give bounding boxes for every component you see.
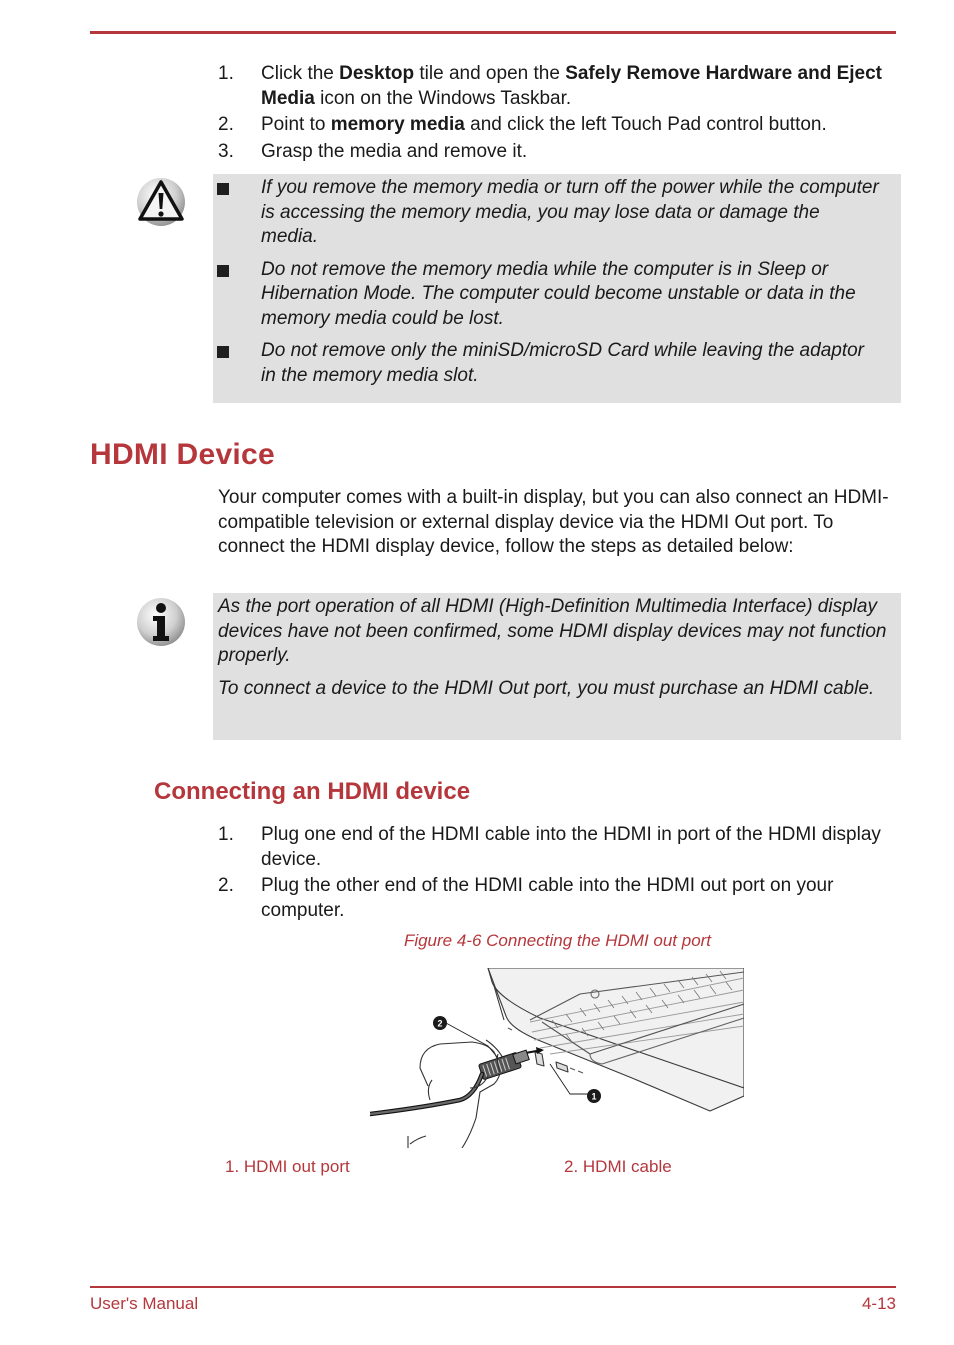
subsection-title: Connecting an HDMI device (154, 778, 471, 805)
step-text: tile and open the (414, 63, 566, 84)
section-title: HDMI Device (90, 438, 276, 471)
step-emphasis: Desktop (339, 63, 415, 84)
figure-legend-hdmi-cable: 2. HDMI cable (564, 1157, 672, 1176)
info-note-box (213, 593, 901, 740)
step-emphasis: Safely Remove Hardware and Eject Media (261, 63, 882, 109)
warning-triangle-icon (136, 177, 186, 227)
step-number: 2. (218, 875, 234, 896)
warning-text: Do not remove the memory media while the computer is in Sleep or Hibernation Mode. The computer could become unstable or data in the memory media could be lost. (261, 258, 856, 329)
step-text: Grasp the media and remove it. (261, 140, 528, 162)
step-item (218, 874, 898, 923)
hdmi-connection-illustration (370, 968, 744, 1148)
hdmi-intro-paragraph: Your computer comes with a built-in display, but you can also connect an HDMI-compatible television or external display device via the HDMI Out port. To connect the HDMI display device, follow the steps as detailed below: (218, 487, 889, 557)
warning-text: Do not remove only the miniSD/microSD Card while leaving the adaptor in the memory media slot. (261, 340, 864, 386)
step-item (218, 823, 898, 872)
step-text: and click the left Touch Pad control button. (464, 114, 827, 135)
footer-page-number: 4-13 (861, 1294, 896, 1313)
step-text: icon on the Windows Taskbar. (314, 87, 572, 109)
step-item (218, 140, 898, 165)
footer-rule (90, 1286, 896, 1288)
step-text: Plug the other end of the HDMI cable into the HDMI out port on your computer. (261, 875, 834, 921)
step-number: 2. (218, 114, 234, 135)
warning-list-item (261, 176, 881, 250)
removal-steps-list (218, 62, 898, 166)
step-item (218, 62, 898, 111)
figure-caption: Figure 4-6 Connecting the HDMI out port (403, 931, 712, 950)
footer-manual-title: User's Manual (90, 1294, 199, 1313)
step-number: 3. (218, 140, 234, 162)
warning-list-item (261, 339, 881, 388)
info-icon (136, 597, 186, 647)
square-bullet-icon (217, 183, 229, 195)
step-text: Plug one end of the HDMI cable into the HDMI in port of the HDMI display device. (261, 824, 881, 870)
info-paragraph: To connect a device to the HDMI Out port, you must purchase an HDMI cable. (218, 677, 875, 699)
connect-steps-list (218, 823, 898, 925)
step-number: 1. (218, 63, 234, 84)
step-emphasis: memory media (330, 114, 465, 135)
square-bullet-icon (217, 265, 229, 277)
figure-legend-hdmi-out-port: 1. HDMI out port (225, 1157, 350, 1176)
warning-text: If you remove the memory media or turn off the power while the computer is accessing the memory media, you may lose data or damage the media. (261, 177, 879, 247)
callout-2-number: 2 (437, 1018, 443, 1029)
step-number: 1. (218, 824, 234, 845)
warning-list-item (261, 258, 881, 332)
header-rule (90, 31, 896, 34)
callout-1-number: 1 (591, 1091, 597, 1102)
step-item (218, 113, 898, 138)
step-text: Point to (261, 114, 331, 135)
warning-note-box (213, 174, 901, 403)
step-text: Click the (261, 63, 340, 84)
square-bullet-icon (217, 346, 229, 358)
info-paragraph: As the port operation of all HDMI (High-Definition Multimedia Interface) display devices have not been confirmed, some HDMI display devices may not function properly. (218, 596, 887, 666)
